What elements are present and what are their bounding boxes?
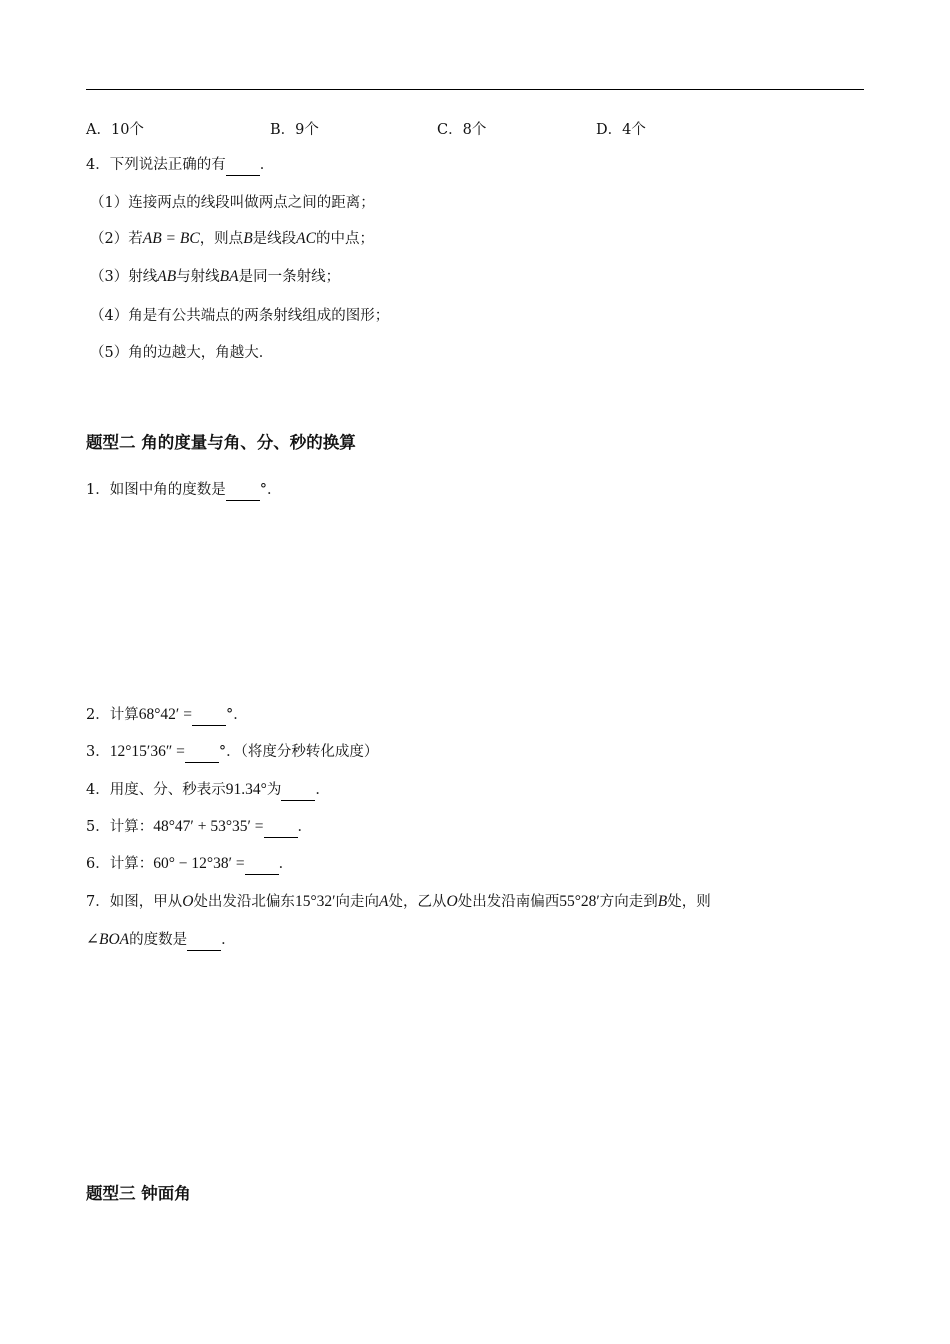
answer-blank	[187, 930, 221, 951]
question-4-stem: 4．下列说法正确的有 ．	[86, 155, 274, 176]
s2-question-6: 6．计算：60° − 12°38′ = ．	[86, 854, 293, 875]
option-c: C．8个	[437, 122, 487, 138]
answer-blank	[192, 705, 226, 726]
answer-blank	[226, 480, 260, 501]
s2-question-4: 4．用度、分、秒表示91.34°为 ．	[86, 780, 330, 801]
header-rule	[86, 89, 864, 90]
statement-3: （3）射线AB与射线BA是同一条射线；	[90, 268, 341, 285]
option-b: B．9个	[270, 122, 319, 138]
answer-blank	[245, 854, 279, 875]
statement-5: （5）角的边越大，角越大．	[90, 345, 274, 361]
s2-question-1: 1．如图中角的度数是 °．	[86, 480, 281, 501]
answer-blank	[185, 742, 219, 763]
s2-question-3: 3．12°15′36″ = °．（将度分秒转化成度）	[86, 742, 378, 763]
answer-blank	[226, 155, 260, 176]
option-a: A．10个	[86, 122, 144, 138]
option-d: D．4个	[596, 122, 646, 138]
section-2-title: 题型二 角的度量与角、分、秒的换算	[86, 433, 356, 452]
statement-4: （4）角是有公共端点的两条射线组成的图形；	[90, 308, 390, 324]
answer-blank	[281, 780, 315, 801]
statement-2: （2）若AB = BC，则点B是线段AC的中点；	[90, 230, 374, 247]
section-3-title: 题型三 钟面角	[86, 1184, 191, 1203]
s2-question-5: 5．计算：48°47′ + 53°35′ = ．	[86, 817, 312, 838]
statement-1: （1）连接两点的线段叫做两点之间的距离；	[90, 195, 375, 211]
s2-question-7-cont: ∠BOA的度数是 ．	[86, 930, 236, 951]
s2-question-7: 7．如图，甲从O处出发沿北偏东15°32′向走向A处，乙从O处出发沿南偏西55°28′方向走到B处，则	[86, 893, 711, 910]
s2-question-2: 2．计算68°42′ = °．	[86, 705, 248, 726]
answer-blank	[264, 817, 298, 838]
